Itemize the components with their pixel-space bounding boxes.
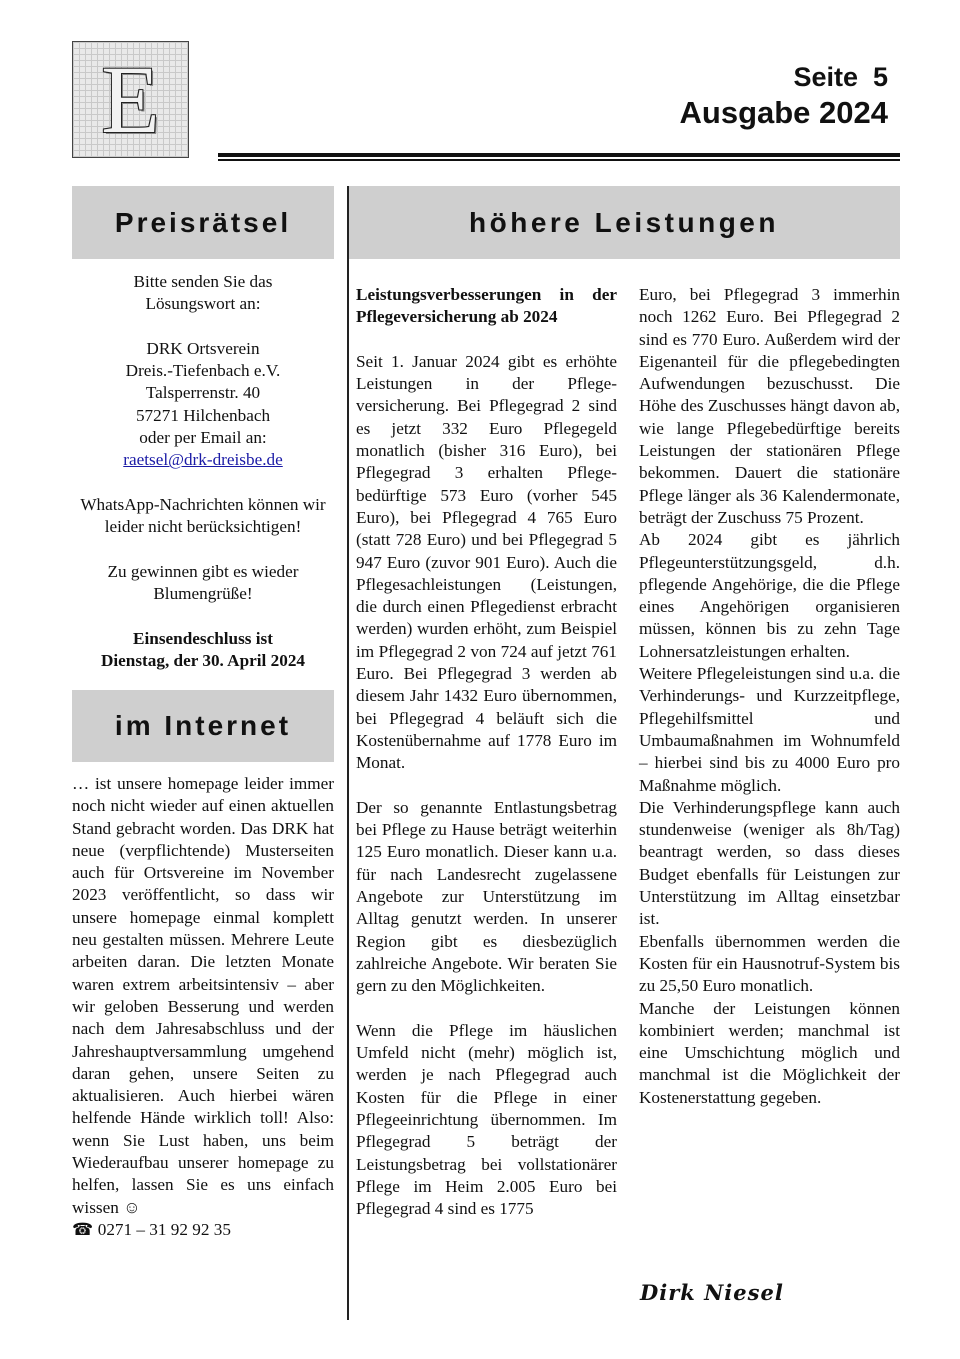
benefits-paragraph: Wenn die Pflege im häuslichen Umfeld nicht (mehr) möglich ist, werden je nach Pflegegrad auch Kosten für die Pflege in einer Pflegeeinrichtung übernommen. Im Pflegegrad 5 beträgt der Leistungsbetrag bei vollstationärer Pflege im Heim 2.005 Euro bei Pflegegrad 4 sind es 1775 (356, 1020, 617, 1219)
section-title-benefits: höhere Leistungen (348, 186, 900, 259)
benefits-paragraph: Ab 2024 gibt es jährlich Pflegeunterstützungsgeld, d.h. pflegende Angehörige, die die Pflege eines Angehörigen organisieren müssen, können bis zu zehn Tage Lohnersatzleistungen erhalten. (639, 530, 900, 661)
address-line: Talsperrenstr. 40 (145, 383, 261, 403)
phone-line (72, 1219, 334, 1241)
phone-icon: ☎ (72, 1219, 94, 1239)
column-divider (347, 186, 349, 1320)
edition-title: Ausgabe 2024 (679, 95, 888, 130)
page-number: Seite 5 (793, 62, 888, 92)
phone-number: 0271 – 31 92 92 35 (93, 1219, 231, 1239)
benefits-paragraph: Die Verhinderungspflege kann auch stundenweise (weniger als 8h/Tag) beantragt werden, so dass dieses Budget ebenfalls für Leistungen zur Unterstützung im Alltag einsetzbar ist. (639, 797, 900, 929)
author-signature: Dirk Niesel (640, 1280, 784, 1305)
address-line: Dreis.-Tiefenbach e.V. (125, 361, 281, 381)
logo-letter: E (101, 45, 160, 153)
header-rule-thick (218, 153, 900, 157)
email-link[interactable]: raetsel@drk-dreisbe.de (123, 450, 283, 470)
logo (72, 41, 189, 158)
whatsapp-note: WhatsApp-Nachrichten können wir leider nicht berücksichtigen! (80, 494, 326, 537)
internet-body: … ist unsere homepage leider immer noch nicht wieder auf einen aktuellen Stand gebracht worden. Das DRK hat neue (verpflichtende) Musterseiten auch für Ortsvereine im November 2023 veröffentlicht, so dass wir unsere homepage einmal komplett neu gestalten müssen. Mehrere Leute arbeiten daran. Die letzten Monate waren extrem arbeitsintensiv – aber wir geloben Besserung und werden nach dem Jahresabschluss und der Jahreshauptversammlung umgehend daran gehen, unsere Seiten zu aktualisieren. Auch hierbei wären helfende Hände wirklich toll! Also: wenn Sie Lust haben, uns beim Wiederaufbau unserer homepage zu helfen, lassen Sie es uns einfach wissen ☺ (72, 774, 334, 1217)
benefits-column-2 (639, 284, 900, 1109)
prize-win: Zu gewinnen gibt es wieder Blumengrüße! (107, 561, 299, 604)
benefits-paragraph: Euro, bei Pflegegrad 3 immerhin noch 1262 Euro. Bei Pflegegrad 2 sind es 770 Euro. Außerdem wird der Eigenanteil für die pflegebedingten Aufwendungen bezuschusst. Die Höhe des Zuschusses hängt davon ab, wie lange Pflegebedürftige bereits Leistungen der stationären Pflege bekommen. Dauert die stationäre Pflege länger als 36 Kalendermonate, beträgt der Zuschuss 75 Prozent. (639, 285, 900, 527)
header-rule-thin (218, 159, 900, 161)
address-line: 57271 Hilchenbach (135, 405, 271, 425)
benefits-paragraph: Weitere Pflegeleistungen sind u.a. die Verhinderungs- und Kurzzeitpflege, Pflegehilfsmittel und Umbaumaßnahmen im Wohnumfeld – hierbei sind bis zu 4000 Euro pro Maßnahme möglich. (639, 664, 900, 795)
section-title-prize: Preisrätsel (72, 186, 334, 259)
benefits-subheading: Leistungsverbesserungen in der Pflegeversicherung ab 2024 (356, 285, 617, 327)
benefits-paragraph: Der so genannte Entlastungsbetrag bei Pflege zu Hause beträgt weiterhin 125 Euro monatlich. Dieser kann u.a. für nach Landesrecht zugelassene Angebote zur Unterstützung im Alltag genutzt werden. In unserer Region gibt es diesbezüglich zahlreiche Angebote. Wir beraten Sie gern zu den Möglichkeiten. (356, 797, 617, 996)
benefits-paragraph: Manche der Leistungen können kombiniert werden; manchmal ist eine Umschichtung möglich und manchmal ist die Möglichkeit der Kostenerstattung gegeben. (639, 998, 900, 1107)
section-title-internet: im Internet (72, 690, 334, 762)
deadline-date: Dienstag, der 30. April 2024 (100, 651, 306, 671)
prize-intro: Bitte senden Sie das Lösungswort an: (133, 272, 273, 314)
benefits-column-1 (356, 284, 617, 1220)
prize-section (72, 271, 334, 672)
internet-section (72, 773, 334, 1241)
benefits-paragraph: Ebenfalls übernommen werden die Kosten für ein Hausnotruf-System bis zu 25,50 Euro monatlich. (639, 931, 900, 996)
benefits-paragraph: Seit 1. Januar 2024 gibt es erhöhte Leistungen in der Pflegeversicherung. Bei Pflegegrad 2 sind es jetzt 332 Euro Pflegegeld monatlich (bisher 316 Euro), bei Pflegegrad 3 erhalten Pflegebedürftige 573 Euro (vorher 545 Euro), bei Pflegegrad 4 765 Euro (statt 728 Euro) und bei Pflegegrad 5 947 Euro (zuvor 901 Euro). Auch die Pflegesachleistungen (Leistungen, die durch einen Pflegedienst erbracht werden) wurden erhöht, zum Beispiel im Pflegegrad 2 von 724 auf jetzt 761 Euro. Bei Pflegegrad 3 werden ab diesem Jahr 1432 Euro übernommen, bei Pflegegrad 4 beläuft sich die Kostenübernahme auf 1778 Euro im Monat. (356, 351, 617, 773)
address-line: oder per Email an: (139, 428, 267, 448)
address-line: DRK Ortsverein (146, 338, 260, 358)
deadline-label: Einsendeschluss ist (133, 628, 273, 648)
